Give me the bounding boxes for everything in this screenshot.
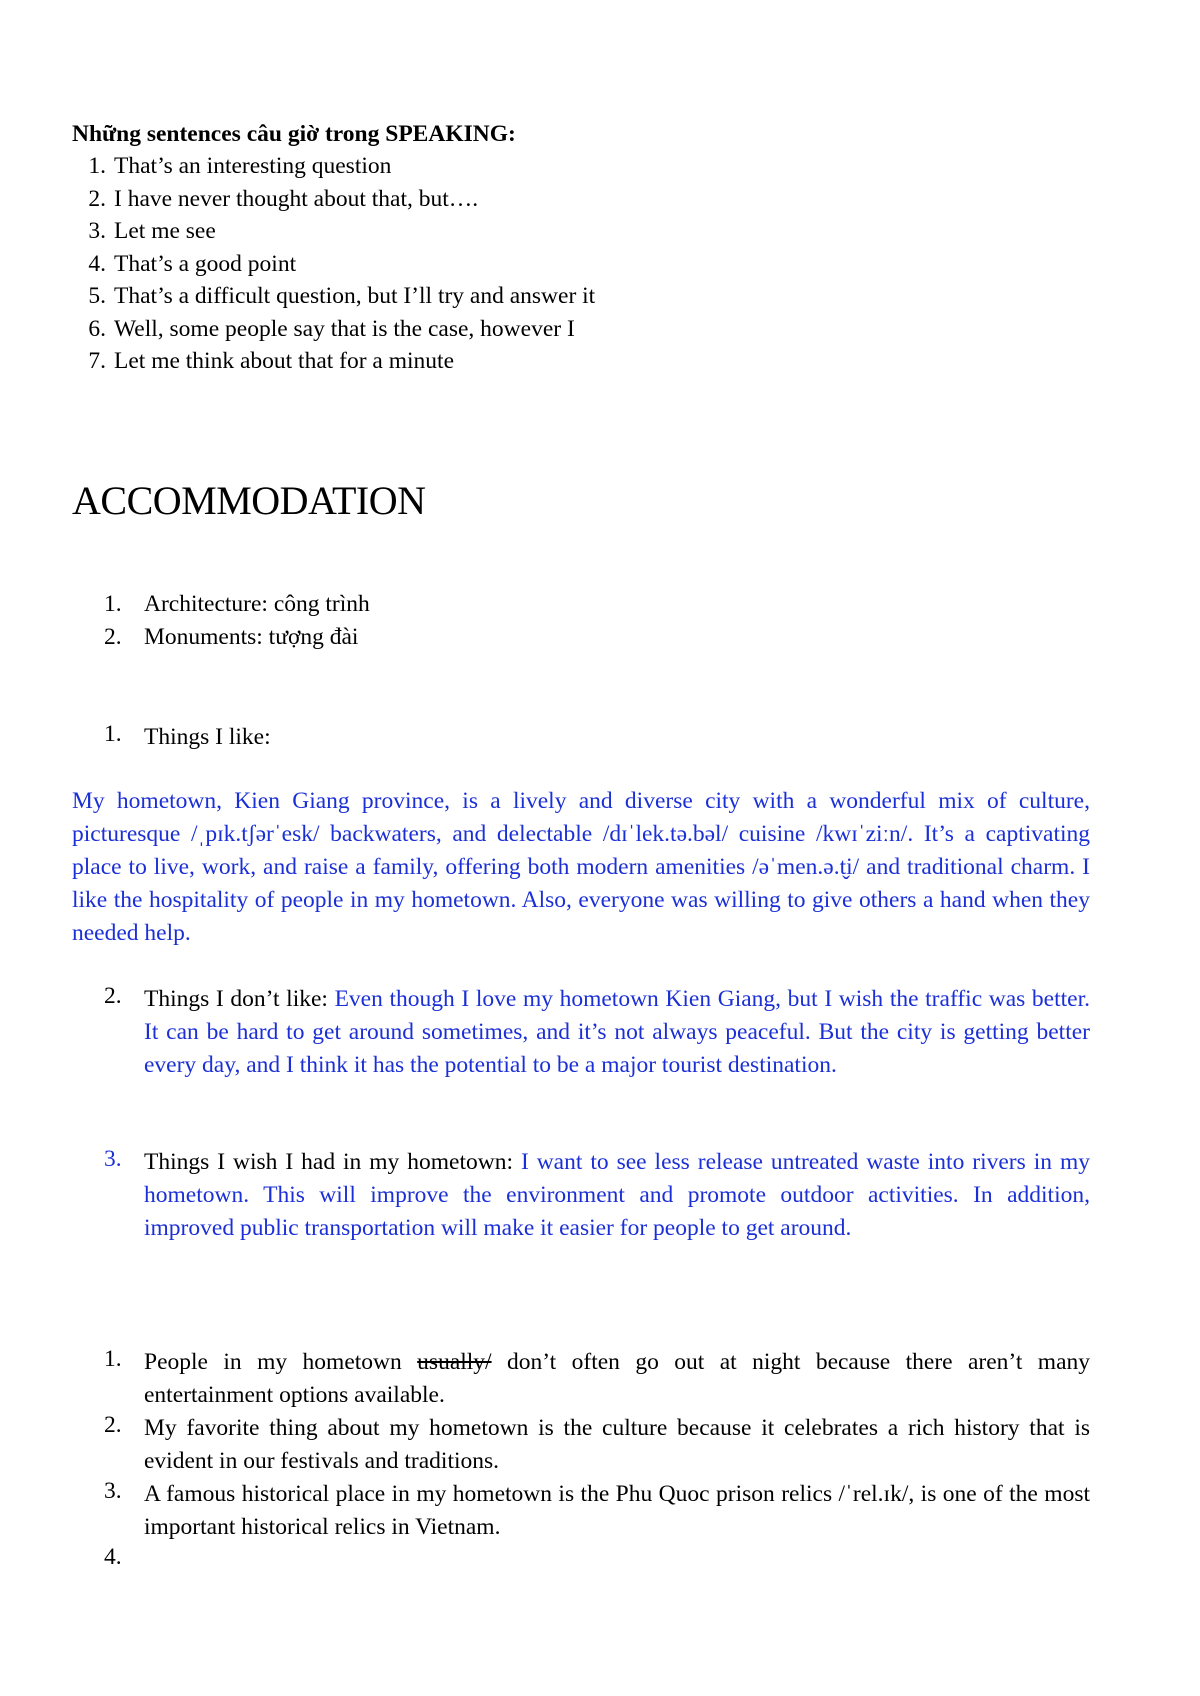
list-item-text: Architecture: công trình: [144, 591, 370, 617]
list-number: 2.: [104, 624, 122, 650]
list-item: [104, 1346, 1090, 1412]
list-item: [72, 215, 595, 248]
list-item-text: That’s a difficult question, but I’ll try and answer it: [114, 283, 596, 309]
speaking-phrases-list: [72, 150, 595, 378]
list-item-text: That’s a good point: [114, 250, 297, 277]
hometown-paragraph: My hometown, Kien Giang province, is a lively and diverse city with a wonderful mix of culture, picturesque /ˌpɪk.tʃərˈesk/ backwaters, and delectable /dɪˈlek.tə.bəl/ cuisine /kwɪˈziːn/. It’s a captivating place to live, work, and raise a family, offering both modern amenities /əˈmen.ə.t̬i/ and traditional charm. I like the hospitality of people in my hometown. Also, everyone was willing to give others a hand when they needed help.: [72, 788, 1090, 946]
list-number: 5.: [88, 283, 106, 309]
things-i-wish-body: [144, 1146, 1090, 1245]
list-number: 3.: [88, 218, 106, 244]
list-item-text: [144, 1346, 1090, 1412]
list-item-text: [144, 1544, 1090, 1571]
things-i-dont-like-body: [144, 983, 1090, 1082]
list-item-text: My favorite thing about my hometown is the culture because it celebrates a rich history that is evident in our festivals and traditions.: [144, 1415, 1090, 1474]
things-i-like-label: Things I like:: [144, 724, 271, 750]
list-item-text: Monuments: tượng đài: [144, 624, 359, 650]
list-number: 1.: [88, 153, 106, 179]
list-number: 7.: [88, 348, 106, 374]
hometown-facts-list: [104, 1346, 1090, 1571]
section-title-accommodation: ACCOMMODATION: [72, 478, 426, 523]
list-item: [104, 588, 370, 621]
things-i-dont-like-label: Things I don’t like:: [144, 986, 335, 1012]
things-i-wish-answer: I want to see less release untreated waste into rivers in my hometown. This will improve the environment and promote outdoor activities. In addition, improved public transportation will make it easier for people to get around.: [144, 1149, 1090, 1241]
vocabulary-list: [104, 588, 370, 654]
list-item: [72, 345, 595, 378]
list-number: 2.: [104, 1412, 122, 1438]
list-item-text-part: don’t often go out at night because there aren’t many entertainment options available.: [144, 1349, 1090, 1408]
list-item: [72, 248, 595, 281]
list-number: 1.: [104, 591, 122, 617]
list-number: 2.: [88, 185, 106, 212]
speaking-phrases-heading: Những sentences câu giờ trong SPEAKING:: [72, 121, 516, 147]
things-i-like-item: [104, 721, 1090, 754]
list-item: [104, 1412, 1090, 1478]
list-item: [104, 621, 370, 654]
list-number: 3.: [104, 1478, 122, 1504]
list-number: 1.: [104, 1346, 122, 1372]
list-number: 2.: [104, 983, 122, 1009]
list-number: 3.: [104, 1146, 122, 1172]
list-item-text-part: People in my hometown: [144, 1349, 418, 1375]
list-item: [104, 1544, 1090, 1571]
things-i-dont-like-answer: Even though I love my hometown Kien Giang, but I wish the traffic was better. It can be hard to get around sometimes, and it’s not always peaceful. But the city is getting better every day, and I think it has the potential to be a major tourist destination.: [144, 986, 1091, 1078]
things-i-wish-item: [104, 1146, 1090, 1245]
list-item: [104, 1478, 1090, 1544]
list-item: [72, 313, 595, 346]
list-item: [72, 183, 595, 216]
list-item-text: That’s an interesting question: [114, 153, 392, 179]
list-item-text: Let me think about that for a minute: [114, 348, 455, 374]
struck-text: usually/: [417, 1349, 492, 1375]
list-item-text: Let me see: [114, 218, 216, 244]
list-item-text: Well, some people say that is the case, however I: [114, 315, 575, 342]
things-i-wish-label: Things I wish I had in my hometown:: [144, 1149, 521, 1175]
list-number: 1.: [104, 721, 122, 747]
things-i-dont-like-item: [104, 983, 1090, 1082]
list-number: 6.: [88, 315, 106, 342]
list-item-text: A famous historical place in my hometown is the Phu Quoc prison relics /ˈrel.ɪk/, is one of the most important historical relics in Vietnam.: [144, 1481, 1090, 1540]
list-item-text: I have never thought about that, but….: [114, 185, 479, 212]
list-number: 4.: [104, 1544, 122, 1570]
list-item: [72, 280, 595, 313]
list-number: 4.: [88, 250, 106, 277]
list-item: [72, 150, 595, 183]
